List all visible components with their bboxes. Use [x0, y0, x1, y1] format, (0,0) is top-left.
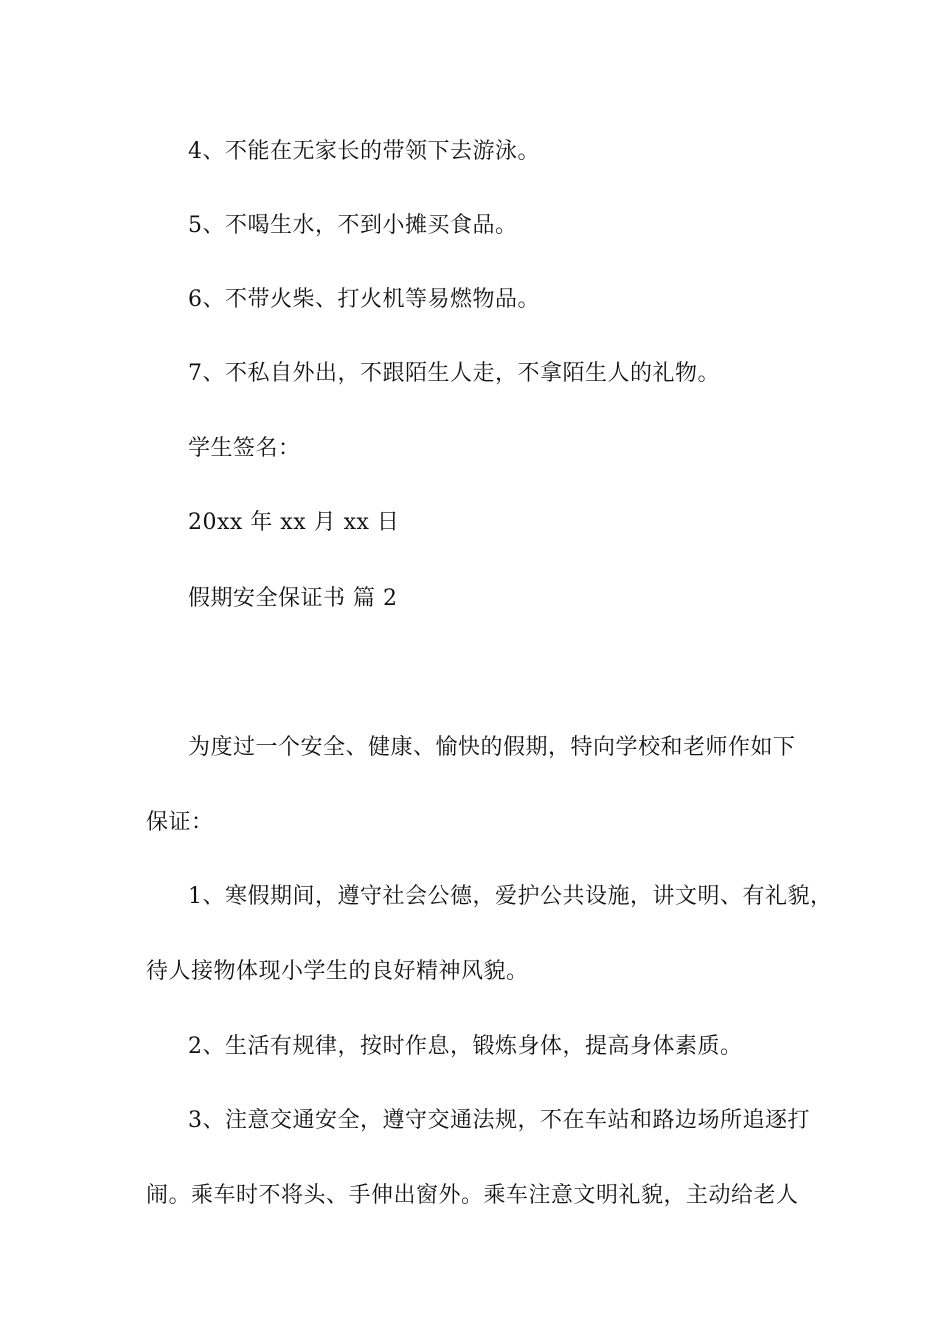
student-signature-label: 学生签名：: [188, 436, 301, 461]
rule-item-5: 5、不喝生水，不到小摊买食品。: [188, 213, 518, 238]
rule-item-4: 4、不能在无家长的带领下去游泳。: [188, 139, 540, 164]
intro-paragraph-line-1: 为度过一个安全、健康、愉快的假期，特向学校和老师作如下: [188, 735, 796, 760]
pledge-item-1-line-2: 待人接物体现小学生的良好精神风貌。: [146, 959, 529, 984]
section-title: 假期安全保证书 篇 2: [188, 586, 398, 611]
pledge-item-3-line-2: 闹。乘车时不将头、手伸出窗外。乘车注意文明礼貌，主动给老人: [146, 1183, 799, 1208]
date-line: 20xx 年 xx 月 xx 日: [188, 510, 400, 535]
intro-paragraph-line-2: 保证：: [146, 810, 214, 835]
pledge-item-3-line-1: 3、注意交通安全，遵守交通法规，不在车站和路边场所追逐打: [188, 1108, 810, 1133]
pledge-item-2: 2、生活有规律，按时作息，锻炼身体，提高身体素质。: [188, 1034, 743, 1059]
pledge-item-1-line-1: 1、寒假期间，遵守社会公德，爱护公共设施，讲文明、有礼貌，: [188, 884, 833, 909]
rule-item-6: 6、不带火柴、打火机等易燃物品。: [188, 287, 540, 312]
rule-item-7: 7、不私自外出，不跟陌生人走，不拿陌生人的礼物。: [188, 361, 720, 386]
